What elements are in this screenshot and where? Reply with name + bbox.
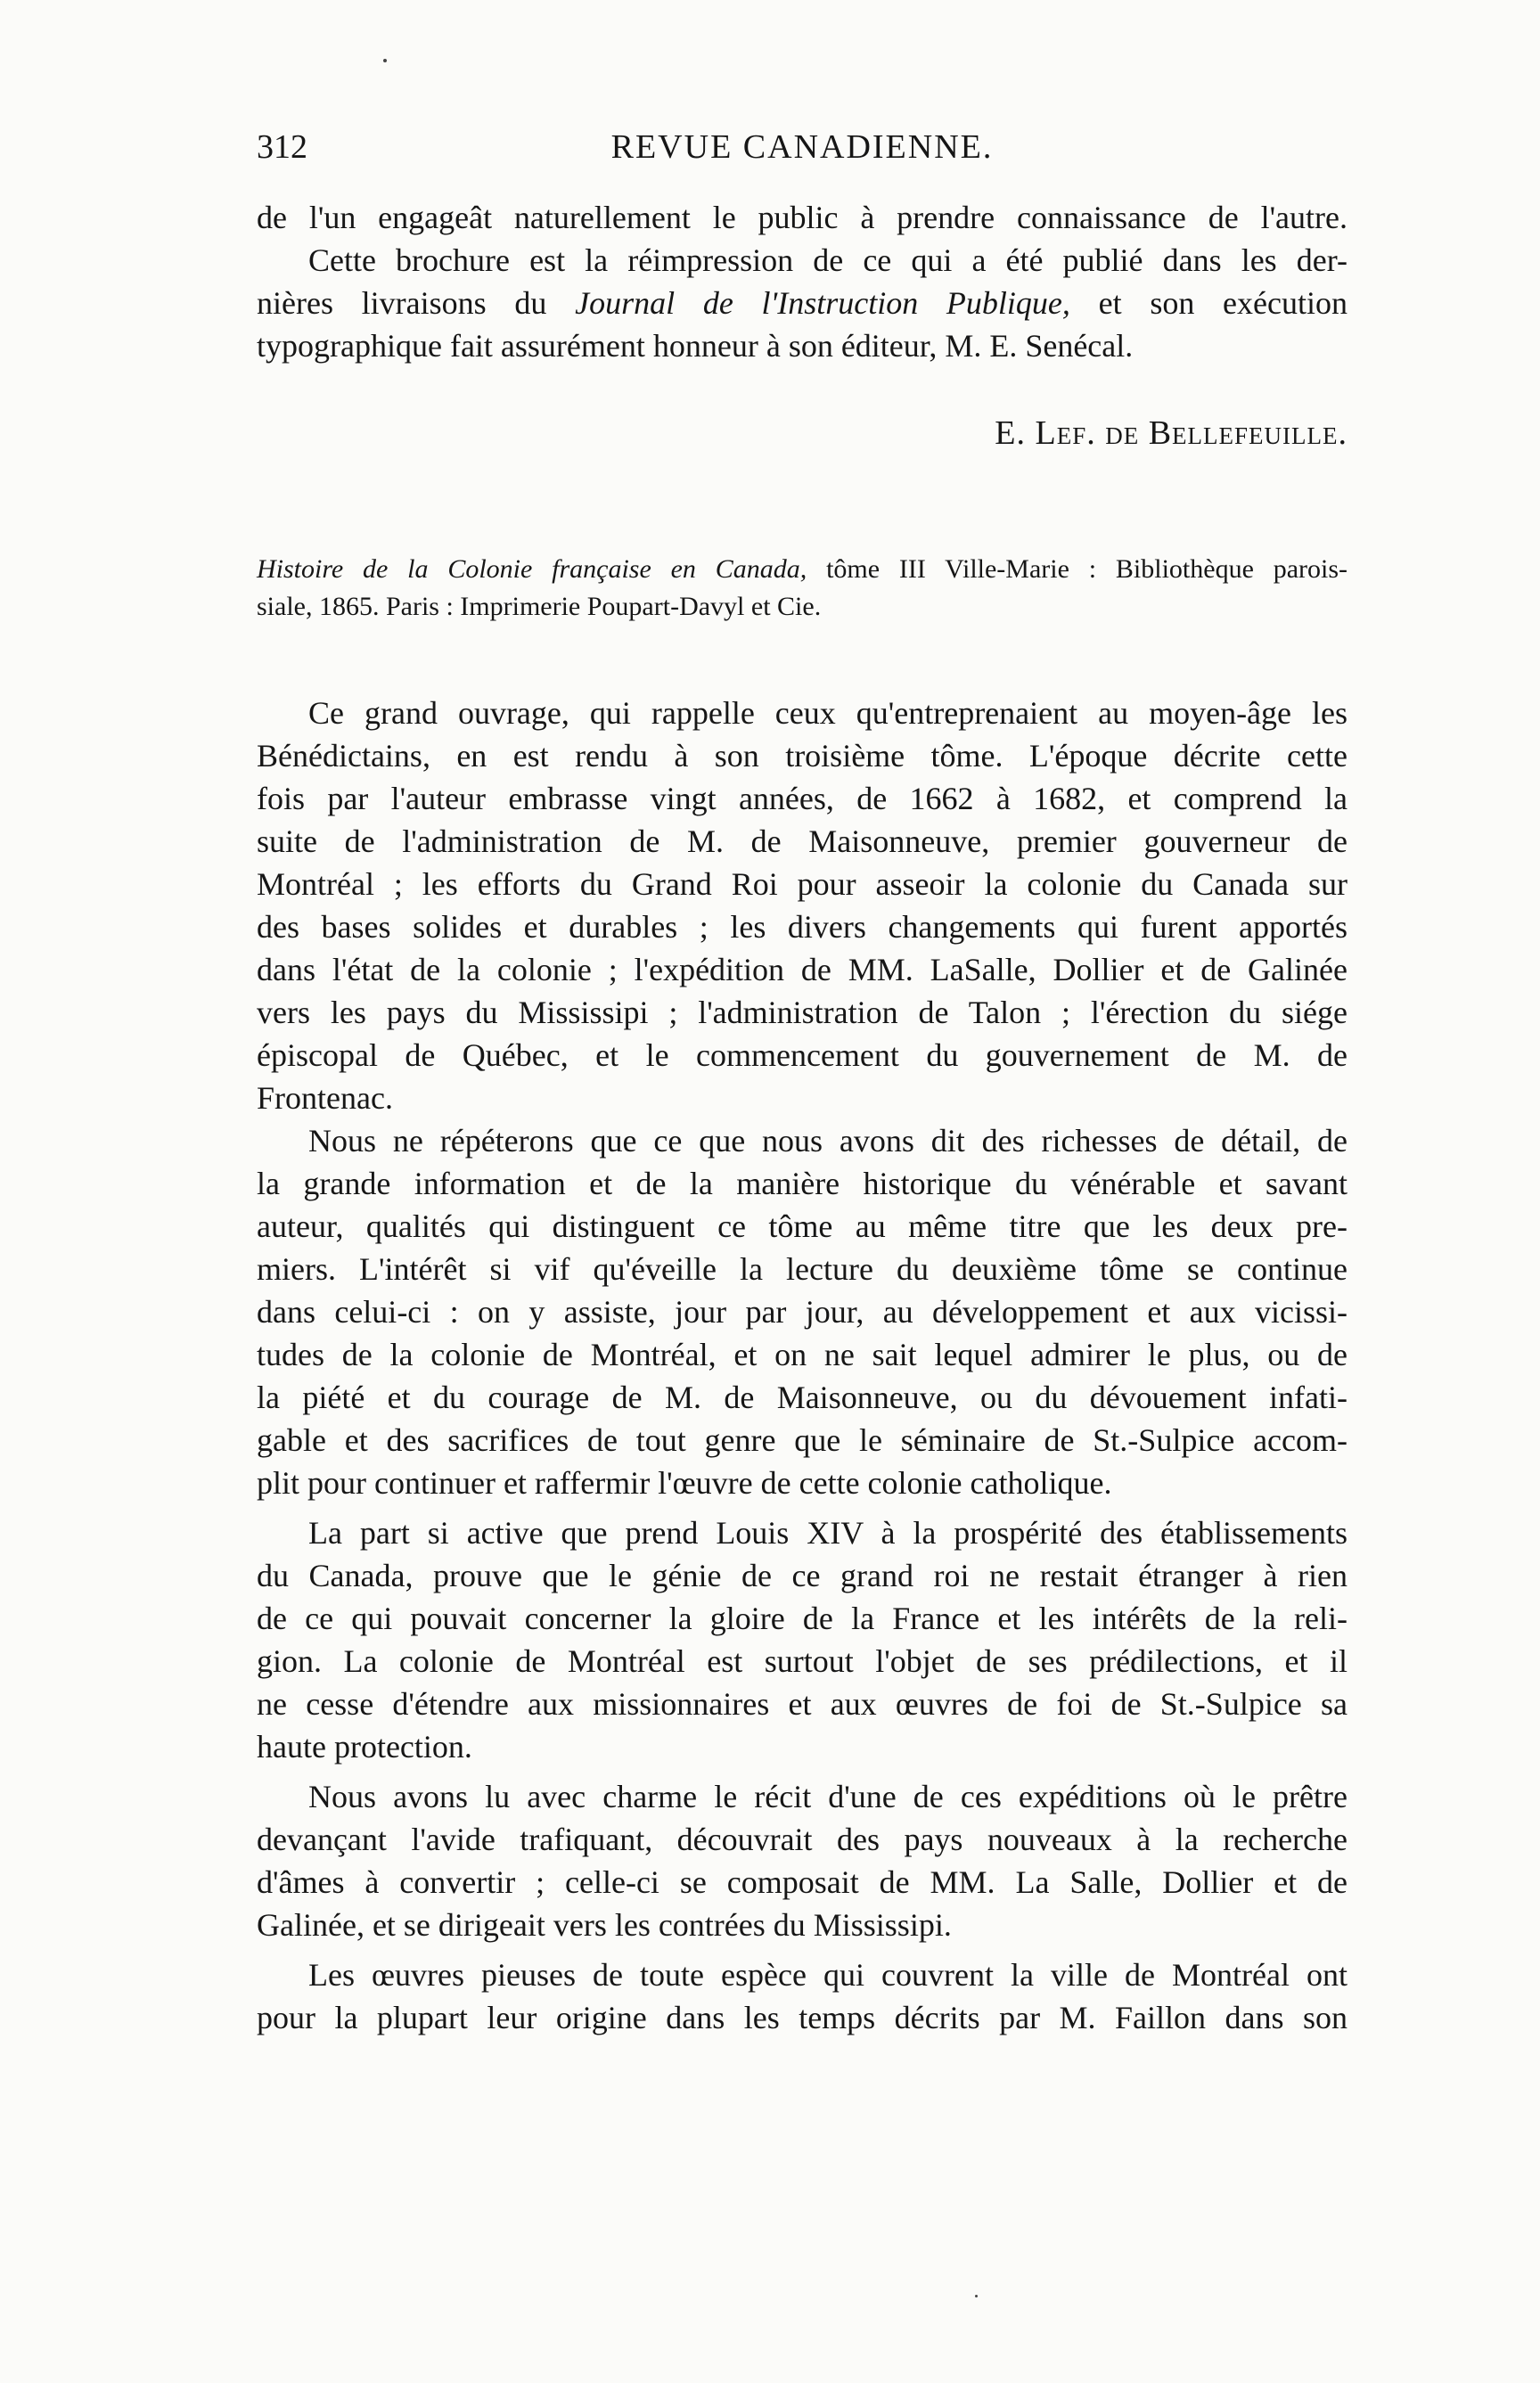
body-line: Galinée, et se dirigeait vers les contrées du Mississipi. bbox=[257, 1907, 952, 1943]
body-line: miers. L'intérêt si vif qu'éveille la lecture du deuxième tôme se continue bbox=[257, 1251, 1348, 1287]
body-line: gion. La colonie de Montréal est surtout l'objet de ses prédilections, et il bbox=[257, 1643, 1348, 1679]
body-line: La part si active que prend Louis XIV à la prospérité des établissements bbox=[308, 1515, 1348, 1551]
body-line: de ce qui pouvait concerner la gloire de la France et les intérêts de la reli- bbox=[257, 1601, 1348, 1636]
intro-line-1: de l'un engageât naturellement le public à prendre connaissance de l'autre. bbox=[257, 200, 1348, 235]
body-line: ne cesse d'étendre aux missionnaires et aux œuvres de foi de St.-Sulpice sa bbox=[257, 1686, 1348, 1722]
page-header bbox=[257, 125, 1348, 169]
print-speck bbox=[383, 59, 387, 62]
intro-line-3-start: nières livraisons du bbox=[257, 285, 547, 321]
body-line: la piété et du courage de M. de Maisonneuve, ou du dévouement infati- bbox=[257, 1380, 1348, 1415]
reference-details: tôme III Ville-Marie : Bibliothèque parois- bbox=[826, 554, 1348, 584]
intro-line-4: typographique fait assurément honneur à son éditeur, M. E. Senécal. bbox=[257, 328, 1134, 364]
reference-title: Histoire de la Colonie française en Canada, bbox=[257, 554, 807, 584]
body-line: dans l'état de la colonie ; l'expédition de MM. LaSalle, Dollier et de Galinée bbox=[257, 952, 1348, 987]
body-line: Frontenac. bbox=[257, 1080, 393, 1116]
body-line: pour la plupart leur origine dans les temps décrits par M. Faillon dans son bbox=[257, 2000, 1348, 2035]
body-line: Montréal ; les efforts du Grand Roi pour asseoir la colonie du Canada sur bbox=[257, 866, 1348, 902]
print-speck bbox=[975, 2295, 978, 2297]
intro-line-3 bbox=[257, 282, 1348, 324]
body-line: des bases solides et durables ; les divers changements qui furent apportés bbox=[257, 909, 1348, 945]
body-line: gable et des sacrifices de tout genre que le séminaire de St.-Sulpice accom- bbox=[257, 1422, 1348, 1458]
intro-line-2: Cette brochure est la réimpression de ce qui a été publié dans les der- bbox=[308, 242, 1348, 278]
intro-line-3-end: et son exécution bbox=[1098, 285, 1348, 321]
body-line: la grande information et de la manière historique du vénérable et savant bbox=[257, 1166, 1348, 1201]
journal-title: Journal de l'Instruction Publique, bbox=[575, 285, 1070, 321]
page-number: 312 bbox=[257, 128, 307, 166]
body-line: haute protection. bbox=[257, 1729, 472, 1765]
body-line: fois par l'auteur embrasse vingt années, de 1662 à 1682, et comprend la bbox=[257, 781, 1348, 816]
body-line: Les œuvres pieuses de toute espèce qui couvrent la ville de Montréal ont bbox=[308, 1957, 1348, 1993]
reference-line-1 bbox=[257, 551, 1348, 588]
running-title: REVUE CANADIENNE. bbox=[610, 128, 994, 166]
body-line: du Canada, prouve que le génie de ce grand roi ne restait étranger à rien bbox=[257, 1558, 1348, 1593]
reference-line-2: siale, 1865. Paris : Imprimerie Poupart-Davyl et Cie. bbox=[257, 592, 822, 621]
body-line: dans celui-ci : on y assiste, jour par jour, au développement et aux vicissi- bbox=[257, 1294, 1348, 1330]
signature: E. Lef. de Bellefeuille. bbox=[995, 414, 1348, 452]
body-line: vers les pays du Mississipi ; l'administration de Talon ; l'érection du siége bbox=[257, 995, 1348, 1030]
body-line: épiscopal de Québec, et le commencement du gouvernement de M. de bbox=[257, 1037, 1348, 1073]
body-line: auteur, qualités qui distinguent ce tôme au même titre que les deux pre- bbox=[257, 1208, 1348, 1244]
body-line: devançant l'avide trafiquant, découvrait des pays nouveaux à la recherche bbox=[257, 1822, 1348, 1857]
body-line: Bénédictains, en est rendu à son troisième tôme. L'époque décrite cette bbox=[257, 738, 1348, 774]
body-line: Nous avons lu avec charme le récit d'une de ces expéditions où le prêtre bbox=[308, 1779, 1348, 1814]
body-line: Ce grand ouvrage, qui rappelle ceux qu'entreprenaient au moyen-âge les bbox=[308, 695, 1348, 731]
body-line: suite de l'administration de M. de Maisonneuve, premier gouverneur de bbox=[257, 823, 1348, 859]
body-line: d'âmes à convertir ; celle-ci se composait de MM. La Salle, Dollier et de bbox=[257, 1864, 1348, 1900]
body-line: plit pour continuer et raffermir l'œuvre de cette colonie catholique. bbox=[257, 1465, 1112, 1501]
body-line: Nous ne répéterons que ce que nous avons dit des richesses de détail, de bbox=[308, 1123, 1348, 1159]
body-line: tudes de la colonie de Montréal, et on ne sait lequel admirer le plus, ou de bbox=[257, 1337, 1348, 1372]
